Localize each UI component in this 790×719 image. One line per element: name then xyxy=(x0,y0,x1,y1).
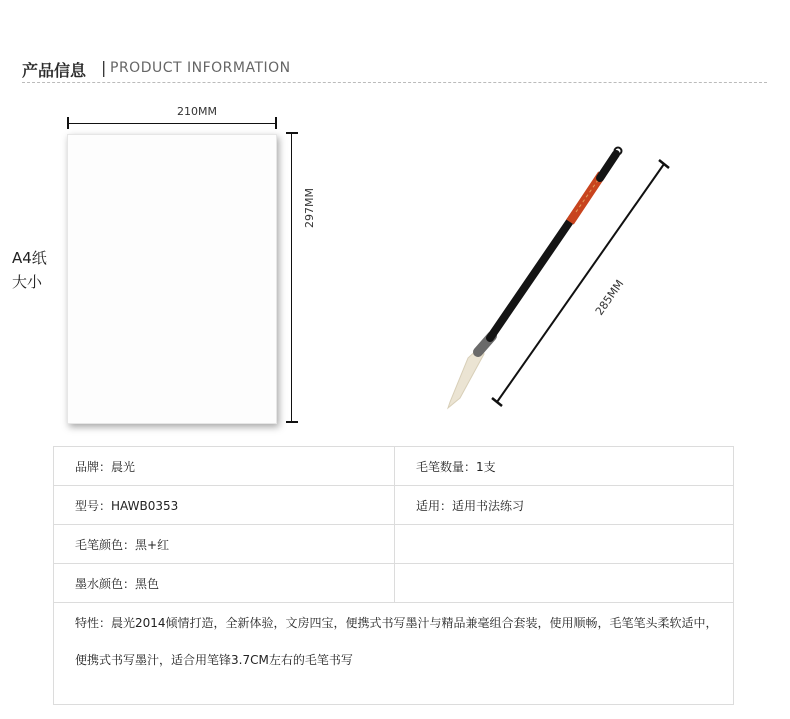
usage-value: 适用书法练习 xyxy=(452,498,525,513)
brush-length-tick-bottom xyxy=(492,398,502,406)
table-row xyxy=(54,525,734,564)
dashed-divider xyxy=(22,82,767,83)
a4-label-line2: 大小 xyxy=(12,273,43,291)
width-dimension-tick-right xyxy=(275,117,277,129)
ink-color-value: 黑色 xyxy=(135,576,160,591)
spec-cell-features xyxy=(54,603,734,705)
brush-illustration xyxy=(448,148,622,409)
height-dimension-line xyxy=(291,133,292,423)
section-title-cn: 产品信息 xyxy=(22,61,87,80)
spec-cell-count xyxy=(395,447,734,486)
section-header xyxy=(22,58,767,82)
feature-line-2: 便携式书写墨汁，适合用笔锋3.7CM左右的毛笔书写 xyxy=(75,653,353,667)
height-dimension-tick-bottom xyxy=(286,421,298,423)
feature-text-1: 晨光2014倾情打造，全新体验，文房四宝，便携式书写墨汁与精品兼毫组合套装，使用顺畅，毛笔笔头柔软适中， xyxy=(111,616,718,630)
brush-color-label: 毛笔颜色： xyxy=(75,537,136,552)
count-value: 1支 xyxy=(476,459,496,474)
a4-size-label xyxy=(12,246,52,294)
width-dimension-tick-left xyxy=(67,117,69,129)
a4-paper-illustration xyxy=(67,134,277,424)
spec-cell-model xyxy=(54,486,395,525)
table-row xyxy=(54,564,734,603)
brush-length-label: 285MM xyxy=(592,277,627,318)
spec-cell-brand xyxy=(54,447,395,486)
ink-color-label: 墨水颜色： xyxy=(75,576,136,591)
section-title-en: PRODUCT INFORMATION xyxy=(110,60,291,76)
brush-length-dimension xyxy=(492,160,669,406)
height-dimension-tick-top xyxy=(286,132,298,134)
table-row xyxy=(54,447,734,486)
model-label: 型号： xyxy=(75,498,112,513)
spec-cell-empty xyxy=(395,525,734,564)
brand-label: 品牌： xyxy=(75,459,112,474)
title-separator: | xyxy=(101,58,107,77)
spec-table xyxy=(53,446,734,705)
brush-photo xyxy=(420,140,680,440)
a4-label-line1: A4纸 xyxy=(12,249,47,267)
usage-label: 适用： xyxy=(416,498,453,513)
width-dimension-label: 210MM xyxy=(177,105,217,118)
brush-cap xyxy=(600,154,616,178)
brush-length-tick-top xyxy=(659,160,669,168)
table-row xyxy=(54,603,734,705)
model-value: HAWB0353 xyxy=(111,498,179,513)
feature-line-1 xyxy=(75,605,729,642)
brush-color-value: 黑+红 xyxy=(135,537,170,552)
spec-cell-ink-color xyxy=(54,564,395,603)
brand-value: 晨光 xyxy=(111,459,136,474)
spec-cell-brush-color xyxy=(54,525,395,564)
height-dimension-label: 297MM xyxy=(303,188,316,228)
feature-label: 特性： xyxy=(75,616,112,630)
count-label: 毛笔数量： xyxy=(416,459,477,474)
spec-cell-empty xyxy=(395,564,734,603)
spec-cell-usage xyxy=(395,486,734,525)
width-dimension-line xyxy=(67,123,277,124)
table-row xyxy=(54,486,734,525)
